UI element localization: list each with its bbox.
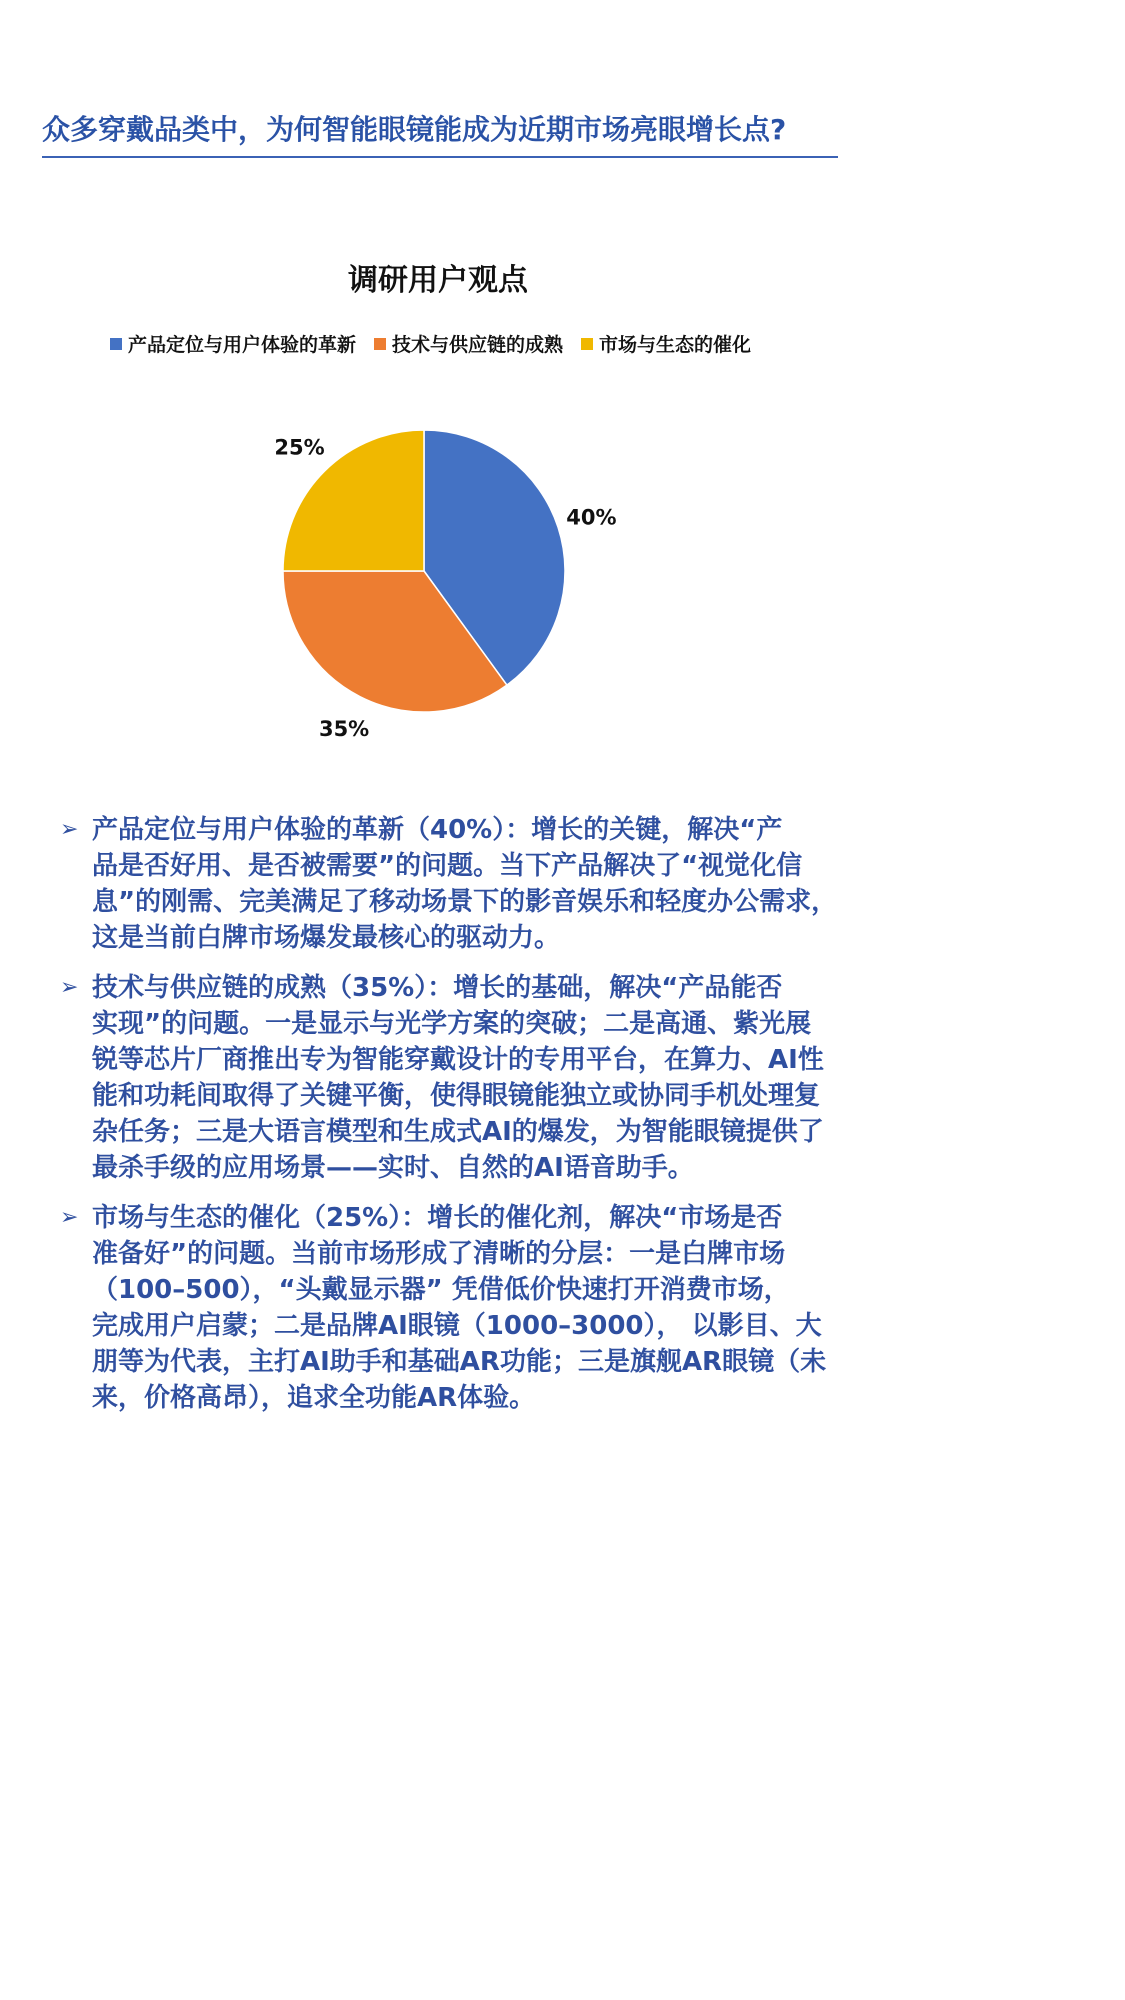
chart-title: 调研用户观点 [348, 263, 528, 298]
paragraph-line: 这是当前白牌市场爆发最核心的驱动力。 [92, 923, 561, 953]
paragraph-market [60, 1200, 1060, 1416]
paragraph-line: 息”的刚需、完美满足了移动场景下的影音娱乐和轻度办公需求， [92, 887, 838, 917]
paragraph-line: 朋等为代表，主打AI助手和基础AR功能；三是旗舰AR眼镜（未 [92, 1347, 827, 1377]
paragraph-technology [60, 970, 1060, 1186]
page-title: 众多穿戴品类中，为何智能眼镜能成为近期市场亮眼增长点? [42, 113, 787, 146]
data-label: 40% [566, 505, 617, 530]
legend-label: 技术与供应链的成熟 [392, 334, 564, 356]
legend-label: 产品定位与用户体验的革新 [128, 334, 357, 356]
legend-label: 市场与生态的催化 [599, 334, 752, 356]
pie-chart [0, 0, 1125, 800]
arrowhead-bullet-icon: ➢ [60, 975, 79, 1000]
data-label: 25% [274, 435, 325, 460]
paragraph-line: 产品定位与用户体验的革新（40%）：增长的关键，解决“产 [92, 815, 783, 845]
paragraph-line: 能和功耗间取得了关键平衡，使得眼镜能独立或协同手机处理复 [92, 1081, 821, 1111]
arrowhead-bullet-icon: ➢ [60, 817, 79, 842]
paragraph-line: 来，价格高昂），追求全功能AR体验。 [92, 1383, 536, 1413]
data-label: 35% [318, 716, 370, 741]
paragraph-product [60, 812, 1060, 956]
paragraph-line: 品是否好用、是否被需要”的问题。当下产品解决了“视觉化信 [92, 851, 803, 881]
paragraph-line: 技术与供应链的成熟（35%）：增长的基础，解决“产品能否 [92, 973, 783, 1003]
arrowhead-bullet-icon: ➢ [60, 1205, 79, 1230]
paragraph-line: （100–500），“头戴显示器” 凭借低价快速打开消费市场， [92, 1275, 790, 1305]
paragraph-line: 准备好”的问题。当前市场形成了清晰的分层：一是白牌市场 [92, 1239, 786, 1269]
paragraph-line: 锐等芯片厂商推出专为智能穿戴设计的专用平台，在算力、AI性 [92, 1045, 824, 1075]
paragraph-line: 市场与生态的催化（25%）：增长的催化剂，解决“市场是否 [92, 1203, 783, 1233]
paragraph-line: 实现”的问题。一是显示与光学方案的突破；二是高通、紫光展 [92, 1009, 812, 1039]
paragraph-line: 最杀手级的应用场景——实时、自然的AI语音助手。 [92, 1153, 694, 1183]
paragraph-line: 完成用户启蒙；二是品牌AI眼镜（1000–3000）， 以影目、大 [92, 1311, 822, 1341]
paragraph-line: 杂任务；三是大语言模型和生成式AI的爆发，为智能眼镜提供了 [92, 1117, 824, 1147]
